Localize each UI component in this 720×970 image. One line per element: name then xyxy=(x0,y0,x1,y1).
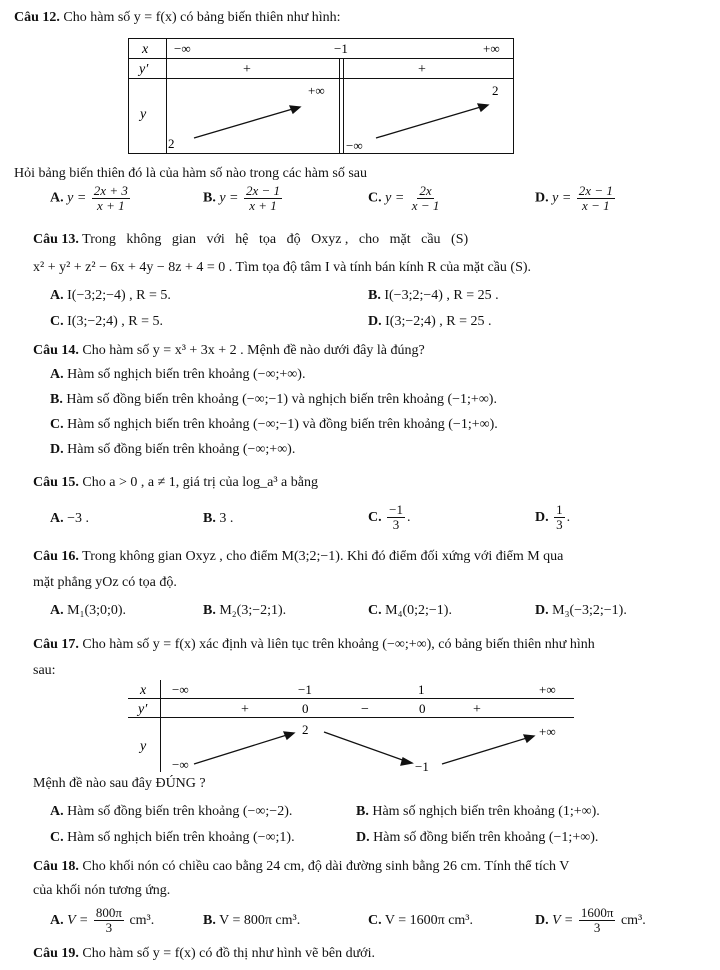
q15-option-c-label: C. xyxy=(368,510,382,525)
q17-variation-table xyxy=(128,680,574,772)
q12-option-a-lhs: y = xyxy=(67,190,87,206)
q17-line2: sau: xyxy=(33,663,56,678)
q17-option-a[interactable] xyxy=(50,803,292,821)
q18-option-d-num: 1600π xyxy=(580,905,614,921)
q16-line2: mặt phẳng yOz có tọa độ. xyxy=(33,575,177,590)
q12-question: Hỏi bảng biến thiên đó là của hàm số nào trong các hàm số sau xyxy=(14,166,368,181)
q14-stem-line xyxy=(33,342,425,360)
q17-option-d-text: Hàm số đồng biến trên khoảng (−1;+∞). xyxy=(373,830,599,845)
q12-option-d[interactable] xyxy=(535,184,617,213)
q14-option-a-label: A. xyxy=(50,367,64,382)
q17-option-a-label: A. xyxy=(50,804,64,819)
q12-option-d-label: D. xyxy=(535,190,549,206)
q17-x-value: −1 xyxy=(298,682,312,697)
q12-label: Câu 12. xyxy=(14,10,60,25)
q18-option-c-text: V = 1600π cm³. xyxy=(384,913,473,928)
q18-option-b-text: V = 800π cm³. xyxy=(219,913,301,928)
q17-line1 xyxy=(33,636,595,654)
q14-option-c-label: C. xyxy=(50,417,64,432)
q16-option-d-label: D. xyxy=(535,603,549,618)
q16-line1 xyxy=(33,548,563,566)
q17-x-value: −∞ xyxy=(172,682,189,697)
q16-option-a-text: M₁(3;0;0). xyxy=(67,603,127,618)
q17-option-d-label: D. xyxy=(356,830,370,845)
q18-option-b[interactable] xyxy=(203,912,300,930)
q13-option-a-label: A. xyxy=(50,288,64,303)
q14-option-d-text: Hàm số đồng biến trên khoảng (−∞;+∞). xyxy=(67,442,296,457)
q15-option-a-label: A. xyxy=(50,511,64,526)
q12-stem: Cho hàm số y = f(x) có bảng biến thiên như hình: xyxy=(63,10,341,25)
q12-sign: + xyxy=(243,62,251,77)
q17-option-c[interactable] xyxy=(50,829,295,847)
q16-option-c[interactable] xyxy=(368,602,452,620)
q14-option-a-text: Hàm số nghịch biến trên khoảng (−∞;+∞). xyxy=(67,367,306,382)
q16-option-c-label: C. xyxy=(368,603,382,618)
q14-option-b[interactable] xyxy=(50,391,497,409)
q12-option-b-lhs: y = xyxy=(219,190,239,206)
q17-arrow-up-2 xyxy=(442,737,530,764)
q17-option-c-label: C. xyxy=(50,830,64,845)
q12-option-c-label: C. xyxy=(368,190,382,206)
q14-option-a[interactable] xyxy=(50,366,305,384)
q13-option-d-text: I(3;−2;4) , R = 25 . xyxy=(385,314,492,329)
q13-option-d[interactable] xyxy=(368,313,492,331)
q18-option-d-label: D. xyxy=(535,913,549,928)
q18-option-a-tail: cm³. xyxy=(129,913,155,928)
q12-option-c-den: x − 1 xyxy=(411,198,440,213)
q14-option-d[interactable] xyxy=(50,441,295,459)
q12-y-value: +∞ xyxy=(308,83,325,98)
q18-option-d[interactable] xyxy=(535,904,646,938)
q12-option-b[interactable] xyxy=(203,184,284,213)
q15-option-a-text: −3 . xyxy=(67,511,90,526)
q14-option-c-text: Hàm số nghịch biến trên khoảng (−∞;−1) và đồng biến trên khoảng (−1;+∞). xyxy=(67,417,498,432)
q12-y-label: y xyxy=(140,107,147,122)
q17-option-d[interactable] xyxy=(356,829,598,847)
q19-stem-line xyxy=(33,945,375,963)
q13-label: Câu 13. xyxy=(33,232,79,247)
q12-x-value: −1 xyxy=(334,41,348,56)
q13-option-b-text: I(−3;2;−4) , R = 25 . xyxy=(384,288,499,303)
q17-yprime-value: 0 xyxy=(419,701,426,716)
q13-line2: x² + y² + z² − 6x + 4y − 8z + 4 = 0 . Tìm tọa độ tâm I và tính bán kính R của mặt cầu (S). xyxy=(33,260,532,275)
q13-option-b[interactable] xyxy=(368,287,499,305)
q15-option-c[interactable] xyxy=(368,502,410,534)
q16-option-b-label: B. xyxy=(203,603,216,618)
q15-option-c-tail: . xyxy=(406,510,411,525)
q15-stem: Cho a > 0 , a ≠ 1, giá trị của log_a³ a bằng xyxy=(82,475,318,490)
q17-arrow-down xyxy=(324,732,408,762)
q12-option-b-den: x + 1 xyxy=(249,198,277,213)
q17-option-b[interactable] xyxy=(356,803,600,821)
q15-label: Câu 15. xyxy=(33,475,79,490)
q18-option-a-num: 800π xyxy=(95,905,122,921)
q12-option-c-lhs: y = xyxy=(385,190,405,206)
q15-option-d[interactable] xyxy=(535,502,570,534)
q12-x-label: x xyxy=(142,42,149,57)
q12-option-d-num: 2x − 1 xyxy=(578,183,613,198)
q13-line1 xyxy=(33,231,468,249)
q17-option-a-text: Hàm số đồng biến trên khoảng (−∞;−2). xyxy=(67,804,293,819)
q12-option-a-den: x + 1 xyxy=(97,198,125,213)
q17-line1-text: Cho hàm số y = f(x) xác định và liên tục trên khoảng (−∞;+∞), có bảng biến thiên như hình xyxy=(82,637,595,652)
q15-option-a[interactable] xyxy=(50,510,89,528)
q12-option-b-num: 2x − 1 xyxy=(246,183,281,198)
q17-x-label: x xyxy=(140,683,147,698)
q17-label: Câu 17. xyxy=(33,637,79,652)
q18-option-c-label: C. xyxy=(368,913,382,928)
q16-option-a-label: A. xyxy=(50,603,64,618)
q12-y-value: −∞ xyxy=(346,138,363,153)
q15-option-d-num: 1 xyxy=(556,502,563,518)
q14-option-b-text: Hàm số đồng biến trên khoảng (−∞;−1) và nghịch biến trên khoảng (−1;+∞). xyxy=(66,392,497,407)
q12-y-value: 2 xyxy=(168,136,175,151)
q12-option-a-num: 2x + 3 xyxy=(93,183,128,198)
q17-yprime-value: + xyxy=(473,702,481,717)
q18-label: Câu 18. xyxy=(33,859,79,874)
q12-yprime-label: y′ xyxy=(139,62,149,77)
q17-y-value: −∞ xyxy=(172,757,189,772)
q15-option-d-tail: . xyxy=(566,510,571,525)
q17-yprime-value: + xyxy=(241,702,249,717)
q17-x-value: 1 xyxy=(418,682,425,697)
q17-y-value: −1 xyxy=(415,759,429,772)
q15-option-c-den: 3 xyxy=(392,517,400,533)
q18-option-d-den: 3 xyxy=(593,920,601,936)
q16-option-d[interactable] xyxy=(535,602,627,620)
q17-y-value: 2 xyxy=(302,722,309,737)
q12-option-a[interactable] xyxy=(50,184,132,213)
q15-option-b-text: 3 . xyxy=(219,511,234,526)
q17-yprime-value: 0 xyxy=(302,701,309,716)
q12-option-d-den: x − 1 xyxy=(582,198,610,213)
q14-option-c[interactable] xyxy=(50,416,498,434)
q12-option-c-num: 2x xyxy=(419,183,432,198)
q13-option-c-text: I(3;−2;4) , R = 5. xyxy=(67,314,164,329)
q17-yprime-label: y′ xyxy=(138,702,148,717)
q18-option-b-label: B. xyxy=(203,913,216,928)
q12-arrow-up-1 xyxy=(194,108,296,138)
q13-option-a[interactable] xyxy=(50,287,171,305)
q17-y-label: y xyxy=(140,739,147,754)
q16-option-d-text: M₃(−3;2;−1). xyxy=(552,603,627,618)
q12-variation-table xyxy=(128,38,514,154)
q16-option-a[interactable] xyxy=(50,602,126,620)
q16-option-b[interactable] xyxy=(203,602,286,620)
q12-x-value: −∞ xyxy=(174,41,191,56)
q18-option-d-tail: cm³. xyxy=(620,913,646,928)
q14-option-d-label: D. xyxy=(50,442,64,457)
q17-y-value: +∞ xyxy=(539,724,556,739)
q18-option-a-lhs: V = xyxy=(67,913,89,928)
q12-option-a-label: A. xyxy=(50,190,64,206)
q17-option-b-text: Hàm số nghịch biến trên khoảng (1;+∞). xyxy=(372,804,600,819)
q15-stem-line xyxy=(33,474,318,492)
q13-line1-text: Trong không gian với hệ tọa độ Oxyz , cho mặt cầu (S) xyxy=(82,232,469,247)
q18-option-d-lhs: V = xyxy=(552,913,574,928)
q13-option-d-label: D. xyxy=(368,314,382,329)
q17-question: Mệnh đề nào sau đây ĐÚNG ? xyxy=(33,776,206,791)
q12-y-value: 2 xyxy=(492,83,499,98)
q15-option-d-label: D. xyxy=(535,510,549,525)
q15-option-c-num: −1 xyxy=(389,502,403,518)
q14-option-b-label: B. xyxy=(50,392,63,407)
q12-option-c[interactable] xyxy=(368,184,443,213)
q17-arrow-up-1 xyxy=(194,734,290,764)
q12-option-b-label: B. xyxy=(203,190,216,206)
q13-option-c-label: C. xyxy=(50,314,64,329)
q16-option-b-text: M₂(3;−2;1). xyxy=(219,603,287,618)
q16-option-c-text: M₄(0;2;−1). xyxy=(385,603,452,618)
q12-x-value: +∞ xyxy=(483,41,500,56)
q19-label: Câu 19. xyxy=(33,946,79,961)
q18-line1 xyxy=(33,858,569,876)
q14-stem: Cho hàm số y = x³ + 3x + 2 . Mệnh đề nào dưới đây là đúng? xyxy=(82,343,425,358)
q18-option-a-den: 3 xyxy=(105,920,113,936)
q18-line1-text: Cho khối nón có chiều cao bằng 24 cm, độ dài đường sinh bằng 26 cm. Tính thể tích V xyxy=(82,859,570,874)
q17-option-c-text: Hàm số nghịch biến trên khoảng (−∞;1). xyxy=(67,830,295,845)
q17-option-b-label: B. xyxy=(356,804,369,819)
q12-sign: + xyxy=(418,62,426,77)
q18-line2: của khối nón tương ứng. xyxy=(33,883,171,898)
q15-option-b[interactable] xyxy=(203,510,233,528)
q19-stem: Cho hàm số y = f(x) có đồ thị như hình vẽ bên dưới. xyxy=(82,946,375,961)
q12-option-d-lhs: y = xyxy=(552,190,572,206)
q18-option-a[interactable] xyxy=(50,904,154,938)
q13-option-a-text: I(−3;2;−4) , R = 5. xyxy=(67,288,171,303)
q17-x-value: +∞ xyxy=(539,682,556,697)
q16-label: Câu 16. xyxy=(33,549,79,564)
q18-option-a-label: A. xyxy=(50,913,64,928)
q12-stem-line xyxy=(14,9,341,27)
q12-arrow-up-2 xyxy=(376,106,484,138)
q16-line1-text: Trong không gian Oxyz , cho điểm M(3;2;−1). Khi đó điểm đối xứng với điểm M qua xyxy=(82,549,564,564)
q18-option-c[interactable] xyxy=(368,912,473,930)
q14-label: Câu 14. xyxy=(33,343,79,358)
q13-option-c[interactable] xyxy=(50,313,163,331)
q15-option-b-label: B. xyxy=(203,511,216,526)
q13-option-b-label: B. xyxy=(368,288,381,303)
q17-yprime-value: − xyxy=(361,702,369,717)
q15-option-d-den: 3 xyxy=(556,517,563,533)
